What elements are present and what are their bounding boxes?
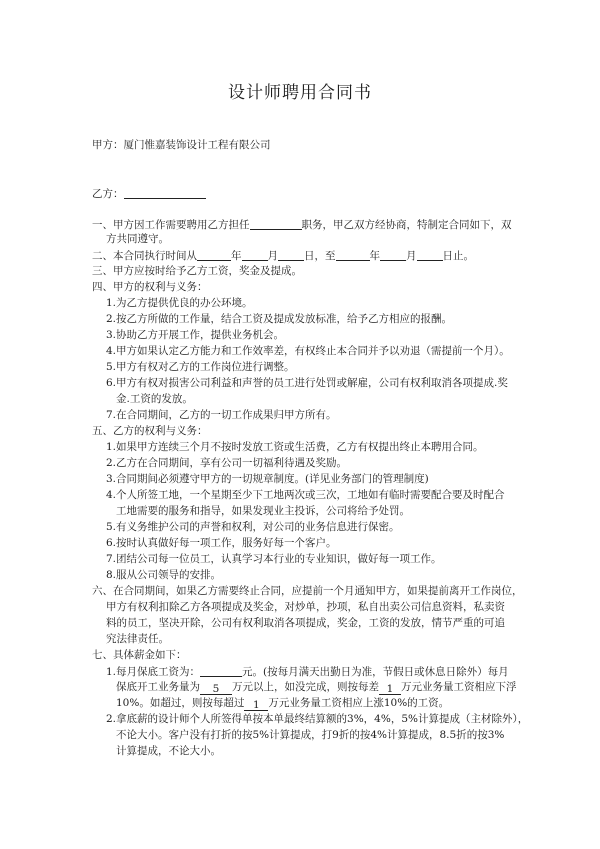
section-5-item-5: 5.有义务维护公司的声誉和权利，对公司的业务信息进行保密。 xyxy=(106,521,400,533)
section-1-text-a: 一、甲方因工作需要聘用乙方担任 xyxy=(92,219,250,231)
start-month-label: 月 xyxy=(267,250,278,262)
section-2-line xyxy=(92,248,474,263)
section-5-item-6: 6.按时认真做好每一项工作，服务好每一个客户。 xyxy=(106,537,337,549)
section-7-item-2-line-2: 不论大小。客户没有打折的按5%计算提成，打9折的按4%计算提成，8.5折的按3% xyxy=(116,729,505,741)
section-4-item-7: 7.在合同期间，乙方的一切工作成果归甲方所有。 xyxy=(106,409,337,421)
document-title: 设计师聘用合同书 xyxy=(228,83,372,103)
section-4-item-1: 1.为乙方提供优良的办公环境。 xyxy=(106,297,253,309)
section-7-heading: 七、具体薪金如下： xyxy=(92,649,187,661)
section-2-text: 二、本合同执行时间从 xyxy=(92,250,197,262)
section-4-item-6-line-1: 6.甲方有权对损害公司利益和声誉的员工进行处罚或解雇，公司有权利取消各项提成.奖 xyxy=(106,377,508,389)
section-4-item-5: 5.甲方有权对乙方的工作岗位进行调整。 xyxy=(106,361,295,373)
end-day-label: 日止。 xyxy=(442,250,474,262)
section-5-item-4-line-2: 工地需要的服务和指导，如果发现业主投诉，公司将给予处罚。 xyxy=(116,505,410,517)
position-blank xyxy=(250,217,302,230)
section-7-item-2-line-3: 计算提成，不论大小。 xyxy=(116,745,221,757)
quota-value: 5 xyxy=(200,682,232,695)
section-5-heading: 五、乙方的权利与义务： xyxy=(92,425,208,437)
section-6-line-4: 究法律责任。 xyxy=(106,633,169,645)
excess-step-value: 1 xyxy=(244,698,268,711)
section-7-item-1-line-3 xyxy=(116,696,449,711)
section-6-line-3: 料的员工，坚决开除，公司有权利取消各项提成，奖金，工资的发放，情节严重的可追 xyxy=(106,617,505,629)
section-5-item-2: 2.乙方在合同期间，享有公司一切福利待遇及奖励。 xyxy=(106,457,348,469)
start-day-label: 日，至 xyxy=(304,250,336,262)
base-salary-terms: 元。(按每月满天出勤日为准，节假日或休息日除外）每月 xyxy=(242,666,509,678)
shortfall-step-value: 1 xyxy=(379,682,401,695)
party-b-label: 乙方： xyxy=(92,188,124,200)
section-6-line-1: 六、在合同期间，如果乙方需要终止合同，应提前一个月通知甲方，如果提前离开工作岗位， xyxy=(92,585,523,597)
section-7-item-1-line-1 xyxy=(106,664,509,679)
end-month-label: 月 xyxy=(406,250,417,262)
section-1-text-b: 职务，甲乙双方经协商，特制定合同如下，双 xyxy=(301,219,512,231)
section-1-line-1 xyxy=(92,217,512,232)
section-1-line-2: 方共同遵守。 xyxy=(106,233,169,245)
start-day-blank xyxy=(278,248,304,261)
section-4-item-4: 4.甲方如果认定乙方能力和工作效率差，有权终止本合同并予以劝退（需提前一个月）。 xyxy=(106,345,510,357)
quota-text-a: 保底开工业务量为 xyxy=(116,681,200,693)
section-5-item-8: 8.服从公司领导的安排。 xyxy=(106,569,222,581)
start-month-blank xyxy=(242,248,268,261)
section-7-item-2-line-1: 2.拿底薪的设计师个人所签得单按本单最终结算额的3%，4%，5%计算提成（主材除外）， xyxy=(106,713,529,725)
quota-text-b: 万元以上，如没完成，则按每差 xyxy=(232,681,379,693)
end-day-blank xyxy=(417,248,443,261)
end-year-blank xyxy=(336,248,370,261)
end-year-label: 年 xyxy=(369,250,380,262)
end-month-blank xyxy=(380,248,406,261)
section-4-item-6-line-2: 金.工资的发放。 xyxy=(116,393,193,405)
excess-text-a: 10%。如超过，则按每超过 xyxy=(116,697,245,709)
section-5-item-1: 1.如果甲方连续三个月不按时发放工资或生活费，乙方有权提出终止本聘用合同。 xyxy=(106,441,484,453)
section-4-item-3: 3.协助乙方开展工作，提供业务机会。 xyxy=(106,329,285,341)
section-6-line-2: 甲方有权利扣除乙方各项提成及奖金，对炒单，抄项，私自出卖公司信息资料，私卖资 xyxy=(106,601,505,613)
section-3-line: 三、甲方应按时给予乙方工资，奖金及提成。 xyxy=(92,265,302,277)
start-year-blank xyxy=(197,248,231,261)
start-year-label: 年 xyxy=(231,250,242,262)
section-4-heading: 四、甲方的权利与义务： xyxy=(92,281,208,293)
base-salary-label: 1.每月保底工资为： xyxy=(106,666,201,678)
party-b-name-blank xyxy=(124,186,206,199)
section-5-item-7: 7.团结公司每一位员工，认真学习本行业的专业知识，做好每一项工作。 xyxy=(106,553,442,565)
section-4-item-2: 2.按乙方所做的工作量，结合工资及提成发放标准，给予乙方相应的报酬。 xyxy=(106,313,453,325)
section-7-item-1-line-2 xyxy=(116,680,517,695)
section-5-item-3: 3.合同期间必须遵守甲方的一切规章制度。(详见业务部门的管理制度) xyxy=(106,473,429,485)
party-b-line xyxy=(92,186,206,201)
party-a-line: 甲方：厦门惟嘉装饰设计工程有限公司 xyxy=(92,139,271,151)
quota-text-c: 万元业务量工资相应下浮 xyxy=(401,681,517,693)
excess-text-b: 万元业务量工资相应上涨10%的工资。 xyxy=(268,697,450,709)
base-salary-blank xyxy=(200,664,242,677)
section-5-item-4-line-1: 4.个人所签工地，一个星期至少下工地两次或三次，工地如有临时需要配合要及时配合 xyxy=(106,489,505,501)
